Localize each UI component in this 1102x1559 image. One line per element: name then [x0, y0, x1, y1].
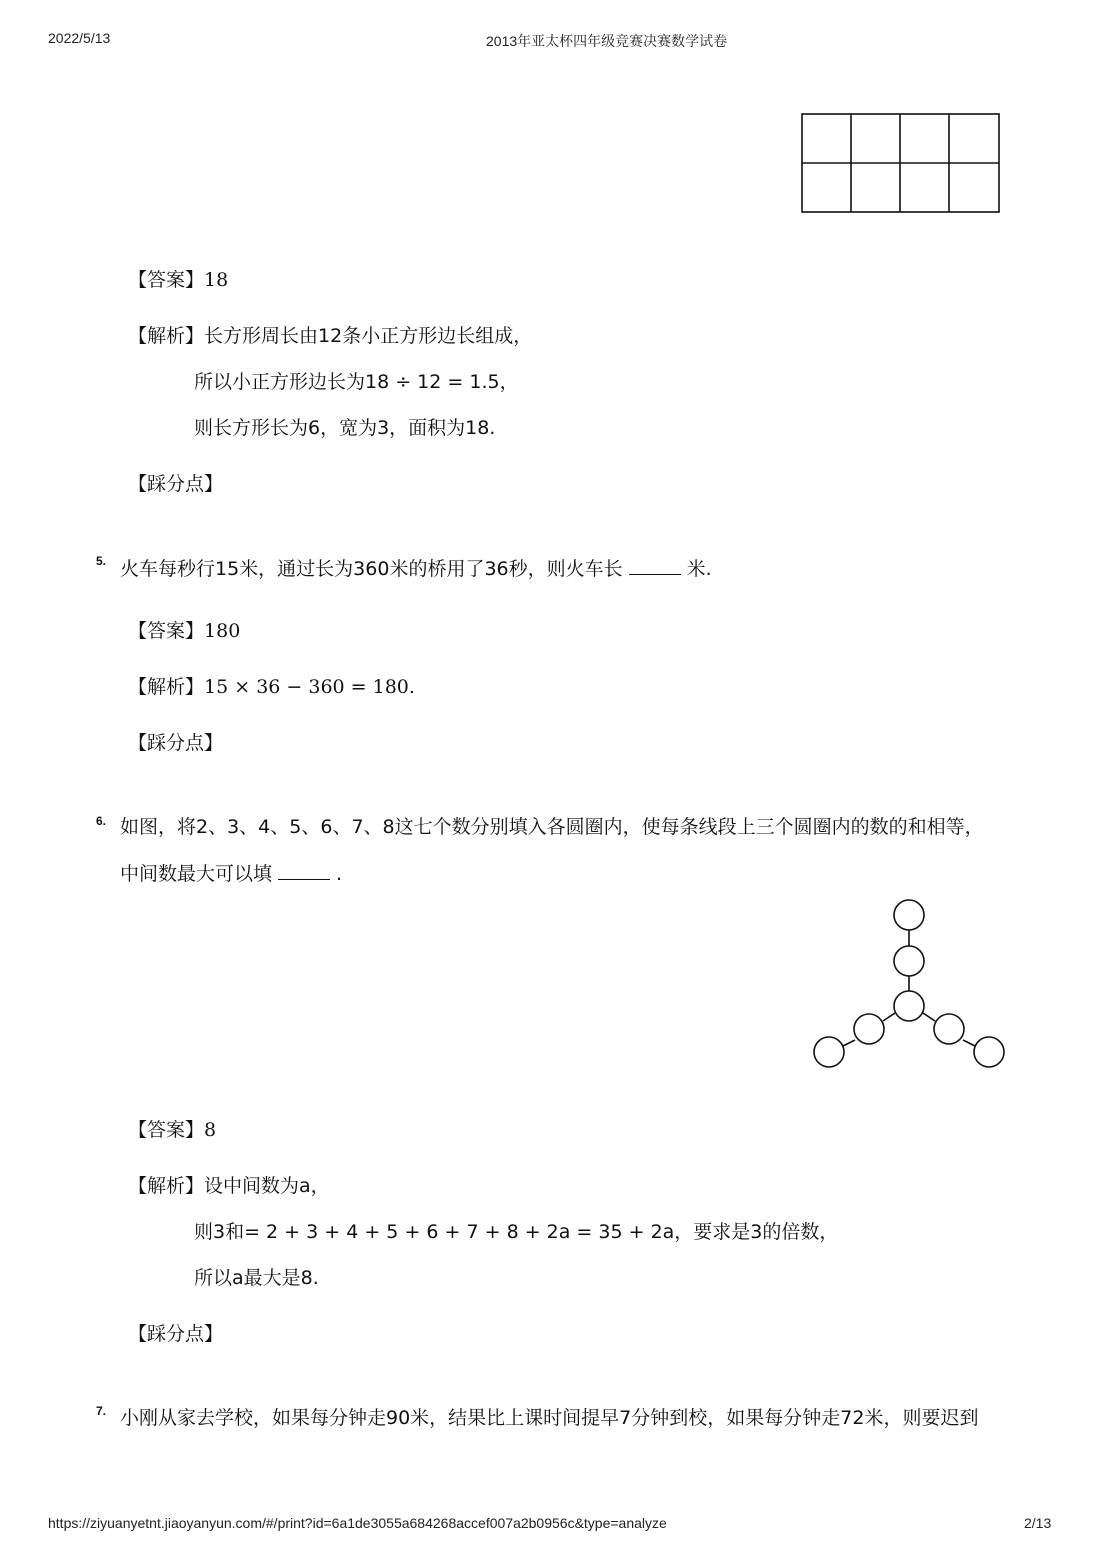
- q6-analysis-line-3: 所以a最大是8.: [194, 1267, 319, 1289]
- answer-label: 【答案】: [128, 620, 205, 642]
- q4-analysis-line-2: 所以小正方形边长为18 ÷ 12 = 1.5，: [194, 371, 519, 393]
- q5-text-after: 米.: [686, 558, 712, 580]
- q6-text-line-1: 如图，将2、3、4、5、6、7、8这七个数分别填入各圆圈内，使每条线段上三个圆圈内的数的和相等，: [120, 816, 984, 838]
- analysis-label: 【解析】: [128, 325, 205, 347]
- q6-analysis-line-1: 设中间数为a，: [204, 1175, 330, 1197]
- analysis-label: 【解析】: [128, 676, 205, 698]
- answer-label: 【答案】: [128, 1119, 205, 1141]
- circle-top: [894, 900, 924, 930]
- grid-figure: [801, 113, 1001, 214]
- q5-number: 5.: [96, 554, 107, 568]
- q4-points-label: 【踩分点】: [128, 473, 224, 495]
- q5-analysis-row: [128, 675, 415, 699]
- q5-blank: [629, 556, 681, 575]
- q5-text: 火车每秒行15米，通过长为360米的桥用了36秒，则火车长: [120, 558, 623, 580]
- q7-number: 7.: [96, 1404, 107, 1418]
- circle-left-inner: [854, 1014, 884, 1044]
- q6-blank: [278, 861, 330, 880]
- q6-text-line-2: 中间数最大可以填: [120, 863, 273, 885]
- q5-answer-row: [128, 619, 240, 643]
- q6-question-line-2: [120, 861, 342, 886]
- q6-answer-value: 8: [204, 1119, 217, 1141]
- document-title: 2013年亚太杯四年级竞赛决赛数学试卷: [486, 33, 728, 49]
- q6-number: 6.: [96, 814, 107, 828]
- q7-text-line-1: 小刚从家去学校，如果每分钟走90米，结果比上课时间提早7分钟到校，如果每分钟走72米，则要迟到: [120, 1407, 979, 1429]
- q6-points-label: 【踩分点】: [128, 1323, 224, 1345]
- q4-analysis-line-3: 则长方形长为6，宽为3，面积为18.: [194, 417, 496, 439]
- circle-right-outer: [974, 1037, 1004, 1067]
- circle-right-inner: [934, 1014, 964, 1044]
- circle-upper: [894, 946, 924, 976]
- page-number: 2/13: [1024, 1515, 1052, 1531]
- q6-text-after: .: [336, 863, 343, 885]
- q4-answer-value: 18: [204, 269, 229, 291]
- q6-answer-row: [128, 1118, 216, 1142]
- answer-label: 【答案】: [128, 269, 205, 291]
- circle-center: [894, 991, 924, 1021]
- q4-answer-row: [128, 268, 228, 292]
- q4-analysis-row: [128, 324, 532, 348]
- q6-analysis-line-2: 则3和= 2 + 3 + 4 + 5 + 6 + 7 + 8 + 2a = 35 + 2a，要求是3的倍数，: [194, 1221, 839, 1243]
- q5-question: [120, 556, 712, 581]
- circles-figure: [800, 895, 1020, 1075]
- analysis-label: 【解析】: [128, 1175, 205, 1197]
- q5-points-label: 【踩分点】: [128, 732, 224, 754]
- q5-answer-value: 180: [204, 620, 241, 642]
- q6-analysis-row: [128, 1174, 330, 1198]
- print-date: 2022/5/13: [48, 30, 111, 46]
- q4-analysis-line-1: 长方形周长由12条小正方形边长组成，: [204, 325, 533, 347]
- page-url[interactable]: https://ziyuanyetnt.jiaoyanyun.com/#/print?id=6a1de3055a684268accef007a2b0956c&type=analyze: [48, 1515, 667, 1531]
- circle-left-outer: [814, 1037, 844, 1067]
- q5-analysis-formula: 15 × 36 − 360 = 180.: [204, 676, 415, 698]
